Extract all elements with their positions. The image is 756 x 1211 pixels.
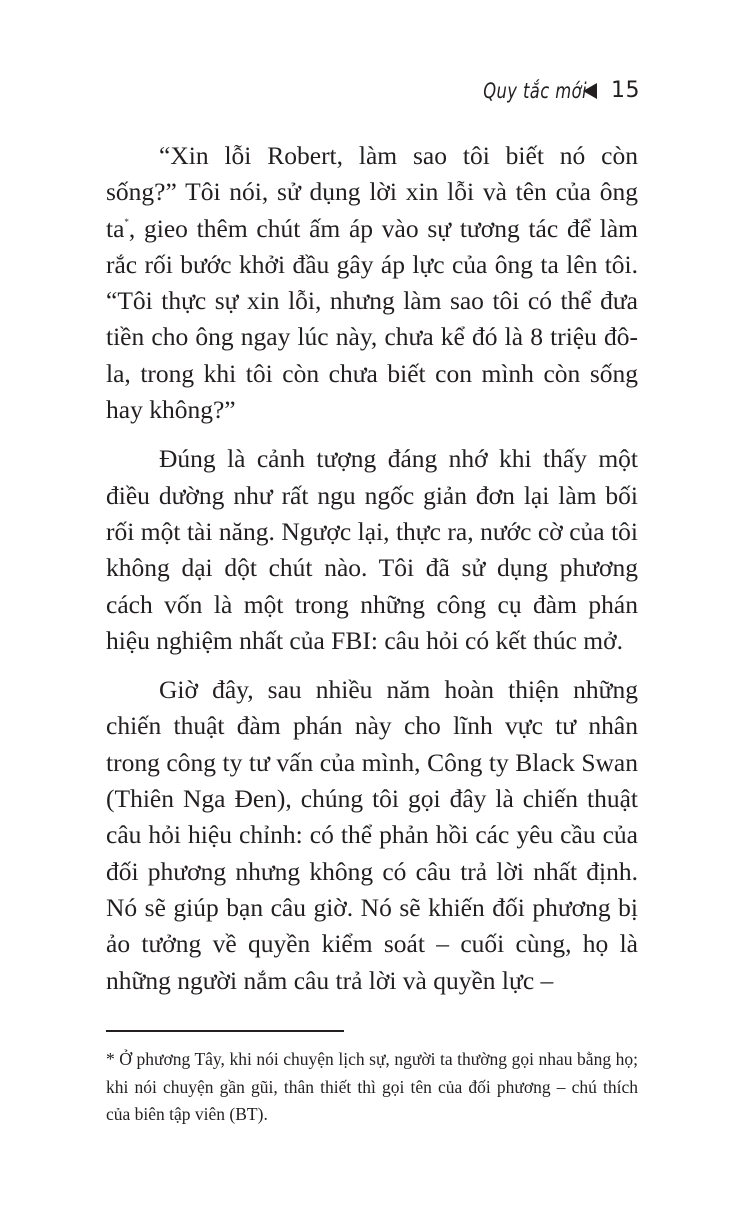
- running-header: [454, 78, 640, 103]
- footnote: * Ở phương Tây, khi nói chuyện lịch sự, người ta thường gọi nhau bằng họ; khi nói chuyện gần gũi, thân thiết thì gọi tên của đối phương – chú thích của biên tập viên (BT).: [106, 1049, 638, 1124]
- chapter-title: Quy tắc mới: [483, 78, 587, 103]
- body-text: [106, 138, 638, 1012]
- paragraph-3: Giờ đây, sau nhiều năm hoàn thiện những chiến thuật đàm phán này cho lĩnh vực tư nhân trong công ty tư vấn của mình, Công ty Black Swan (Thiên Nga Đen), chúng tôi gọi đây là chiến thuật câu hỏi hiệu chỉnh: có thể phản hồi các yêu cầu của đối phương nhưng không có câu trả lời nhất định. Nó sẽ giúp bạn câu giờ. Nó sẽ khiến đối phương bị ảo tưởng về quyền kiểm soát – cuối cùng, họ là những người nắm câu trả lời và quyền lực –: [106, 675, 638, 995]
- paragraph-1-part-a: “Xin lỗi Robert, làm sao tôi biết nó còn sống?” Tôi nói, sử dụng lời xin lỗi và tên của ông ta: [106, 141, 638, 243]
- paragraph-1-part-b: , gieo thêm chút ấm áp vào sự tương tác để làm rắc rối bước khởi đầu gây áp lực của ông ta lên tôi. “Tôi thực sự xin lỗi, nhưng làm sao tôi có thể đưa tiền cho ông ngay lúc này, chưa kể đó là 8 triệu đô-la, trong khi tôi còn chưa biết con mình còn sống hay không?”: [106, 213, 638, 425]
- footnote-divider: [106, 1030, 344, 1032]
- paragraph-2: Đúng là cảnh tượng đáng nhớ khi thấy một điều dường như rất ngu ngốc giản đơn lại làm bối rối một tài năng. Ngược lại, thực ra, nước cờ của tôi không dại dột chút nào. Tôi đã sử dụng phương cách vốn là một trong những công cụ đàm phán hiệu nghiệm nhất của FBI: câu hỏi có kết thúc mở.: [106, 444, 638, 655]
- footnote-marker: *: [124, 216, 129, 227]
- page-number: 15: [611, 78, 640, 103]
- paragraph-1: [106, 138, 638, 428]
